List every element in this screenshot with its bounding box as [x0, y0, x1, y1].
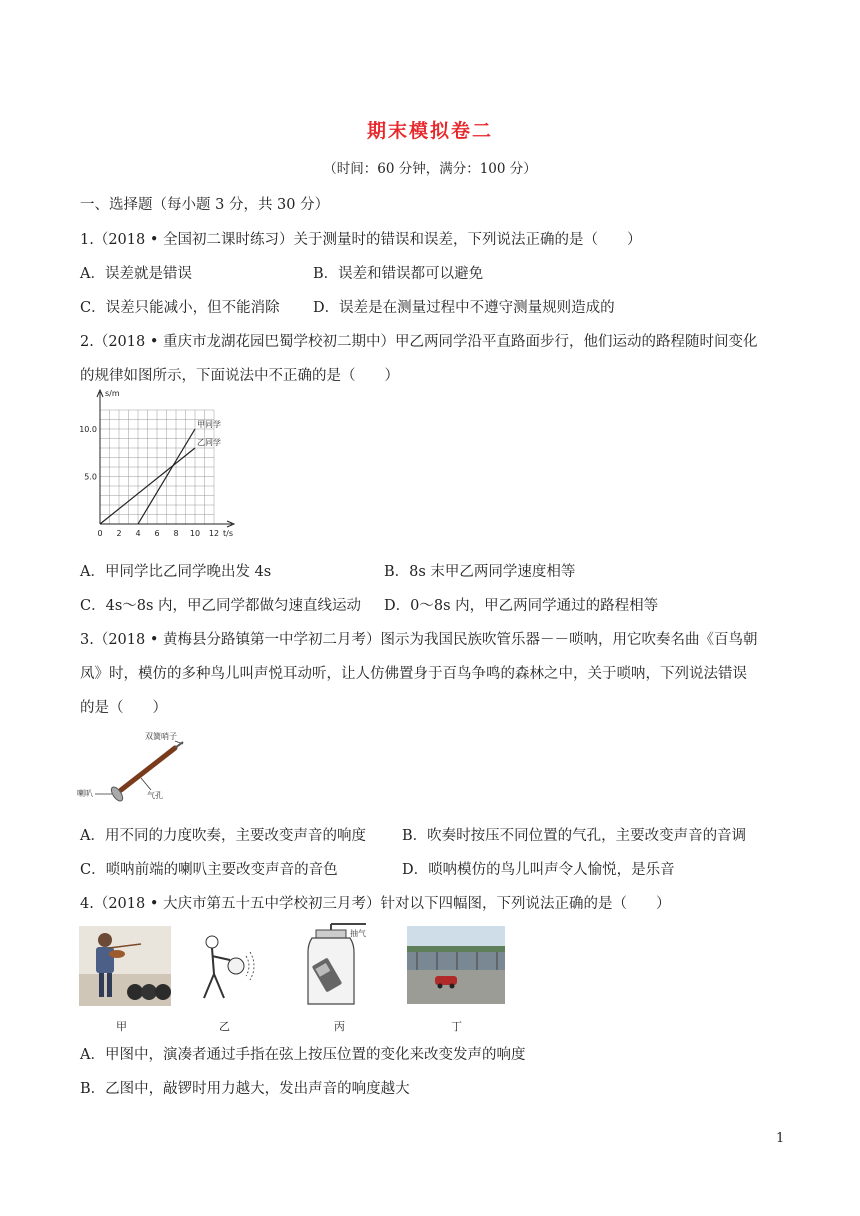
exam-info: （时间：60 分钟，满分：100 分） [323, 161, 537, 177]
q1-option-c: C．误差只能减小，但不能消除 [80, 300, 280, 316]
page-number: 1 [776, 1131, 785, 1146]
q3-stem-line1: 3.（2018 • 黄梅县分路镇第一中学初二月考）图示为我国民族吹管乐器－－唢呐，用它吹奏名曲《百鸟朝 [80, 632, 758, 648]
fig-bing-label: 丙 [334, 1020, 345, 1033]
q2-distance-time-chart [79, 389, 260, 552]
q3-option-a: A．用不同的力度吹奏，主要改变声音的响度 [80, 828, 366, 844]
y-tick-label: 10.0 [79, 425, 97, 434]
q2-option-a: A．甲同学比乙同学晚出发 4s [80, 564, 272, 580]
fig-ding-label: 丁 [451, 1020, 462, 1033]
suona-horn-label: 喇叭 [77, 789, 93, 798]
q3-option-d: D．唢呐模仿的鸟儿叫声令人愉悦，是乐音 [402, 862, 675, 878]
q2-stem-line1: 2.（2018 • 重庆市龙湖花园巴蜀学校初二期中）甲乙两同学沿平直路面步行，他们运动的路程随时间变化 [80, 334, 758, 350]
x-tick-label: 8 [173, 529, 179, 538]
chart-axes [97, 390, 234, 527]
q3-option-b: B．吹奏时按压不同位置的气孔，主要改变声音的音调 [402, 828, 747, 844]
q3-option-c: C．唢呐前端的喇叭主要改变声音的音色 [80, 862, 338, 878]
page-title: 期末模拟卷二 [366, 120, 493, 142]
q3-stem-line2: 凤》时，模仿的多种鸟儿叫声悦耳动听，让人仿佛置身于百鸟争鸣的森林之中，关于唢呐，下列说法错误 [80, 666, 747, 682]
x-tick-label: 10 [189, 529, 201, 538]
y-tick-label: 5.0 [84, 472, 97, 482]
series-label-1: 甲同学 [197, 420, 221, 429]
fig-yi-gong [190, 930, 265, 1010]
q1-option-d: D．误差是在测量过程中不遵守测量规则造成的 [313, 300, 615, 316]
x-tick-label: 4 [135, 529, 141, 538]
x-tick-label: 12 [208, 529, 220, 538]
q1-option-a: A．误差就是错误 [80, 266, 192, 282]
q4-stem: 4.（2018 • 大庆市第五十五中学校初三月考）针对以下四幅图，下列说法正确的是（ ） [80, 896, 671, 912]
suona-body [121, 748, 175, 790]
q1-stem: 1.（2018 • 全国初二课时练习）关于测量时的错误和误差，下列说法正确的是（ ） [80, 232, 642, 248]
q2-stem-line2: 的规律如图所示，下面说法中不正确的是（ ） [80, 368, 399, 384]
fig-jia-violinist [79, 926, 171, 1006]
fig-yi-label: 乙 [219, 1020, 230, 1033]
suona-hole-label: 气孔 [147, 791, 163, 800]
q4-option-b: B．乙图中，敲锣时用力越大，发出声音的响度越大 [80, 1081, 410, 1097]
q1-option-b: B．误差和错误都可以避免 [313, 266, 484, 282]
pump-label: 抽气 [350, 929, 366, 938]
fig-ding-sound-barrier [407, 926, 505, 1004]
suona-figure [75, 726, 195, 806]
x-tick-label: 0 [97, 529, 103, 538]
fig-bing-bell-jar [300, 922, 380, 1012]
x-tick-label: 6 [154, 529, 160, 538]
x-axis-label: t/s [223, 529, 233, 538]
series-label-2: 乙同学 [197, 438, 221, 447]
q4-option-a: A．甲图中，演凑者通过手指在弦上按压位置的变化来改变发声的响度 [80, 1047, 526, 1063]
fig-jia-label: 甲 [116, 1020, 127, 1033]
suona-reed-label: 双簧哨子 [145, 732, 177, 741]
q2-option-b: B．8s 末甲乙两同学速度相等 [384, 564, 576, 580]
y-axis-label: s/m [105, 389, 120, 398]
q2-option-c: C．4s～8s 内，甲乙同学都做匀速直线运动 [80, 598, 362, 614]
section-heading: 一、选择题（每小题 3 分，共 30 分） [80, 197, 330, 213]
q2-option-d: D．0～8s 内，甲乙两同学通过的路程相等 [384, 598, 659, 614]
q3-stem-line3: 的是（ ） [80, 700, 167, 716]
x-tick-label: 2 [116, 529, 122, 538]
